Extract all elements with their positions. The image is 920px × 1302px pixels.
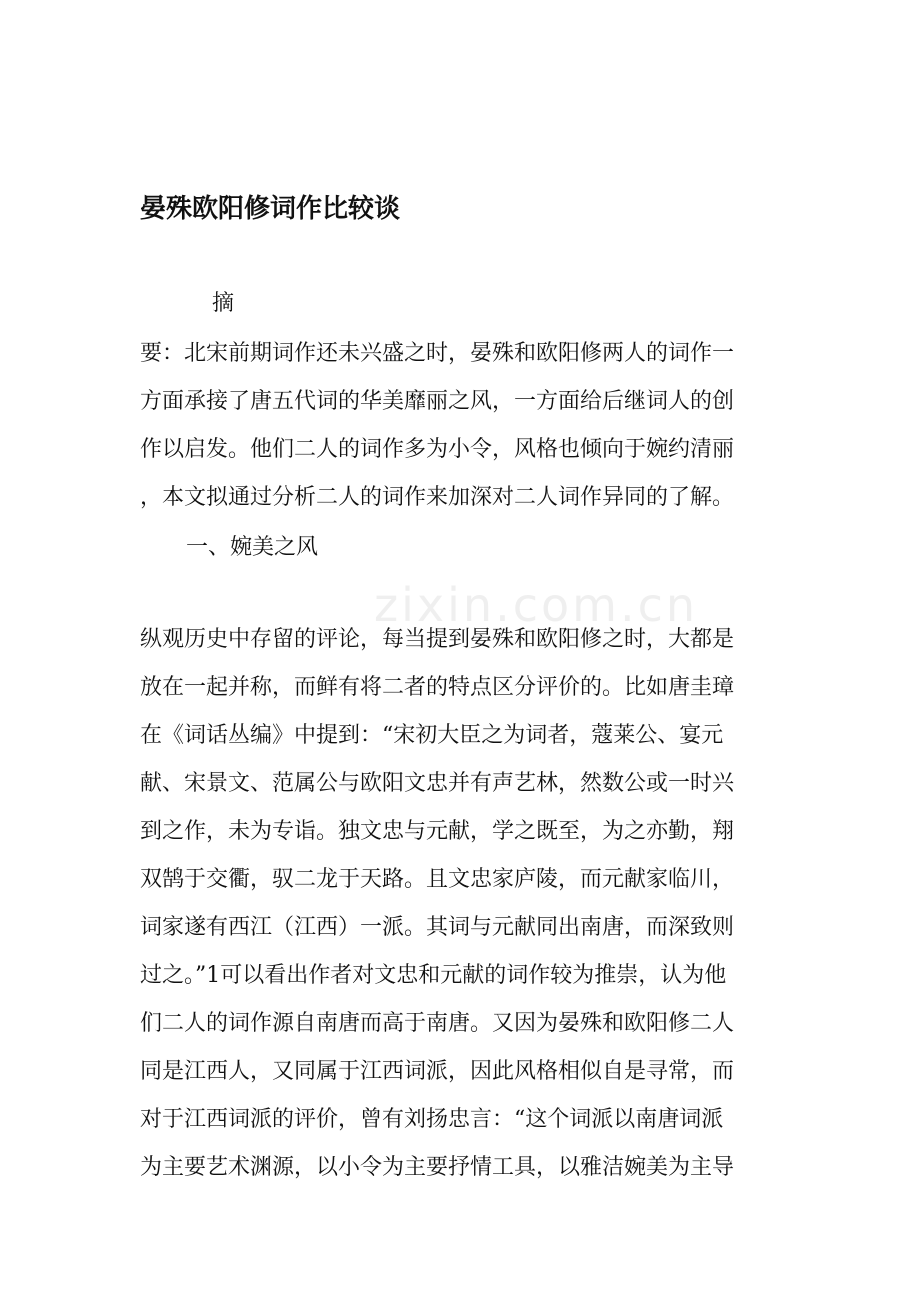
abstract-label: 摘 bbox=[212, 291, 235, 316]
body-paragraph bbox=[140, 616, 800, 1192]
body-line: 同是江西人，又同属于江西词派，因此风格相似自是寻常，而 bbox=[140, 1059, 735, 1084]
abstract-line: ，本文拟通过分析二人的词作来加深对二人词作异同的了解。 bbox=[140, 485, 735, 510]
abstract-line: 方面承接了唐五代词的华美靡丽之风，一方面给后继词人的创 bbox=[140, 389, 735, 414]
section-heading: 一、婉美之风 bbox=[186, 535, 319, 560]
body-line: 献、宋景文、范属公与欧阳文忠并有声艺林，然数公或一时兴 bbox=[140, 771, 735, 796]
body-line: 到之作，未为专诣。独文忠与元献，学之既至，为之亦勤，翔 bbox=[140, 819, 735, 844]
body-line: 放在一起并称，而鲜有将二者的特点区分评价的。比如唐圭璋 bbox=[140, 675, 735, 700]
watermark: zixin.com.cn bbox=[374, 578, 699, 632]
body-line: 为主要艺术渊源，以小令为主要抒情工具，以雅洁婉美为主导 bbox=[140, 1155, 735, 1180]
body-line: 在《词话丛编》中提到：“宋初大臣之为词者，蔻莱公、宴元 bbox=[140, 723, 724, 748]
body-line: 对于江西词派的评价，曾有刘扬忠言：“这个词派以南唐词派 bbox=[140, 1107, 724, 1132]
abstract-paragraph bbox=[140, 330, 800, 522]
abstract-line: 要：北宋前期词作还未兴盛之时，晏殊和欧阳修两人的词作一 bbox=[140, 341, 735, 366]
abstract-line: 作以启发。他们二人的词作多为小令，风格也倾向于婉约清丽 bbox=[140, 437, 735, 462]
body-line: 们二人的词作源自南唐而高于南唐。又因为晏殊和欧阳修二人 bbox=[140, 1011, 735, 1036]
body-line: 过之。”1可以看出作者对文忠和元献的词作较为推崇，认为他 bbox=[140, 963, 727, 988]
body-line: 词家遂有西江（江西）一派。其词与元献同出南唐，而深致则 bbox=[140, 915, 735, 940]
body-line: 纵观历史中存留的评论，每当提到晏殊和欧阳修之时，大都是 bbox=[140, 627, 735, 652]
body-line: 双鹄于交衢，驭二龙于天路。且文忠家庐陵，而元献家临川， bbox=[140, 867, 735, 892]
document-title: 晏殊欧阳修词作比较谈 bbox=[140, 194, 401, 224]
